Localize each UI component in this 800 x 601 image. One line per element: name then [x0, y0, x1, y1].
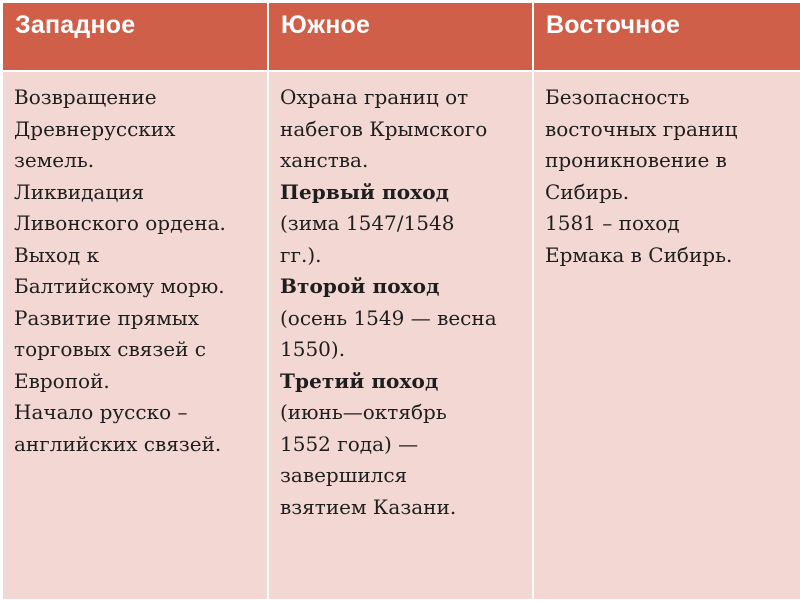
table-body-row [2, 71, 800, 600]
south-line: (осень 1549 — весна [280, 305, 497, 330]
header-south: Южное [268, 2, 533, 71]
cell-west [2, 71, 268, 600]
south-line: набегов Крымского [280, 116, 488, 141]
east-line: Безопасность [545, 85, 690, 109]
south-line: 1552 года) — [280, 431, 419, 456]
south-campaign-title: Второй поход [280, 274, 440, 298]
west-line: Развитие прямых [14, 305, 199, 330]
west-line: Ливонского ордена. [14, 211, 226, 235]
south-line: взятием Казани. [280, 494, 457, 519]
south-campaign-title: Первый поход [280, 179, 450, 204]
west-line: торговых связей с [14, 337, 206, 361]
south-line: завершился [280, 463, 408, 487]
south-line: (зима 1547/1548 [280, 211, 455, 235]
east-line: Сибирь. [545, 179, 630, 204]
east-line: проникновение в [545, 148, 727, 172]
west-line: Балтийскому морю. [14, 274, 225, 298]
west-line: Возвращение [14, 85, 157, 109]
west-line: Европой. [14, 368, 110, 393]
west-line: Выход к [14, 242, 100, 267]
south-line: гг.). [280, 242, 322, 267]
west-line: земель. [14, 148, 95, 172]
south-line: (июнь—октябрь [280, 400, 447, 424]
cell-east [533, 71, 800, 600]
cell-south [268, 71, 533, 600]
south-line: ханства. [280, 148, 369, 172]
east-line: 1581 – поход [545, 211, 680, 235]
east-line: Ермака в Сибирь. [545, 242, 733, 267]
west-line: английских связей. [14, 431, 222, 456]
header-east: Восточное [533, 2, 800, 71]
directions-table [1, 1, 800, 601]
west-line: Начало русско – [14, 400, 188, 424]
header-west: Западное [2, 2, 268, 71]
south-line: Охрана границ от [280, 85, 469, 109]
table-header-row [2, 2, 800, 71]
south-campaign-title: Третий поход [280, 368, 439, 393]
east-line: восточных границ [545, 116, 738, 141]
west-line: Древнерусских [14, 116, 176, 141]
south-line: 1550). [280, 337, 346, 361]
west-line: Ликвидация [14, 179, 145, 204]
